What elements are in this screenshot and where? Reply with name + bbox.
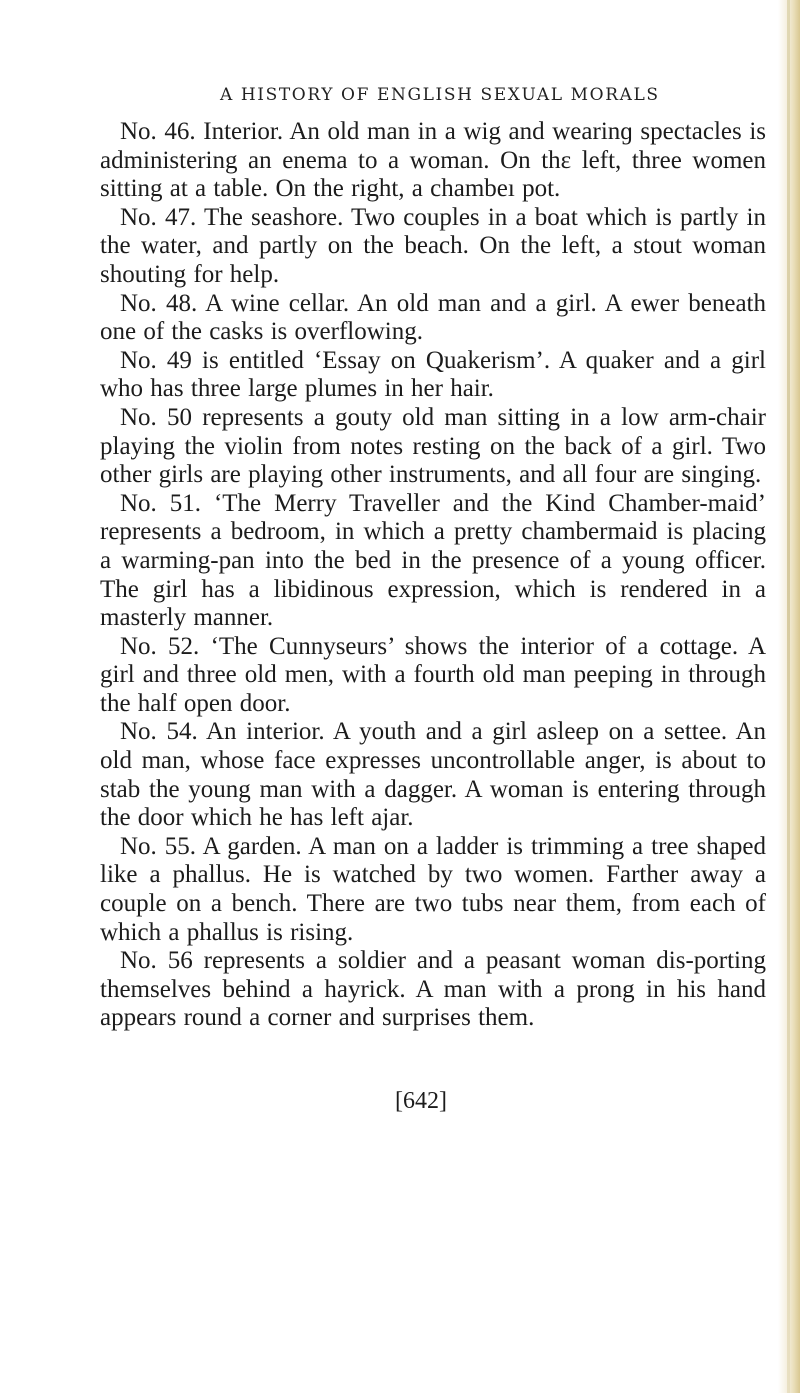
paragraph-no-50: No. 50 represents a gouty old man sitting in a low arm-chair playing the violin from notes resting on the back of a girl. Two other girls are playing other instruments, and all four are singing. [100,403,766,489]
page-number: [642] [395,1088,447,1114]
paragraph-no-49: No. 49 is entitled ‘Essay on Quakerism’. A quaker and a girl who has three large plumes in her hair. [100,346,766,403]
paragraph-no-48: No. 48. A wine cellar. An old man and a girl. A ewer beneath one of the casks is overflowing. [100,289,766,346]
paragraph-no-52: No. 52. ‘The Cunnyseurs’ shows the interior of a cottage. A girl and three old men, with a fourth old man peeping in through the half open door. [100,632,766,717]
paragraph-no-47: No. 47. The seashore. Two couples in a boat which is partly in the water, and partly on the beach. On the left, a stout woman shouting for help. [100,203,766,288]
body-text [100,118,766,1033]
running-head: A HISTORY OF ENGLISH SEXUAL MORALS [220,85,660,105]
paragraph-no-56: No. 56 represents a soldier and a peasant woman dis-porting themselves behind a hayrick. A man with a prong in his hand appears round a corner and surprises them. [100,947,766,1032]
page-edge-shadow [787,0,790,1393]
paragraph-no-55: No. 55. A garden. A man on a ladder is trimming a tree shaped like a phallus. He is watched by two women. Farther away a couple on a bench. There are two tubs near them, from each of which a phallus is rising. [100,832,766,946]
paragraph-no-46: No. 46. Interior. An old man in a wig and wearinɡ spectacles is administering an enema to a woman. On thɛ left, three women sitting at a table. On the right, a chambeı pot. [100,118,766,203]
paragraph-no-54: No. 54. An interior. A youth and a girl asleep on a settee. An old man, whose face expresses uncontrollable anger, is about to stab the young man with a dagger. A woman is entering through the door which he has left ajar. [100,718,766,832]
paragraph-no-51: No. 51. ‘The Merry Traveller and the Kind Chamber-maid’ represents a bedroom, in which a pretty chambermaid is placing a warming-pan into the bed in the presence of a young officer. The girl has a libidinous expression, which is rendered in a masterly manner. [100,489,766,632]
